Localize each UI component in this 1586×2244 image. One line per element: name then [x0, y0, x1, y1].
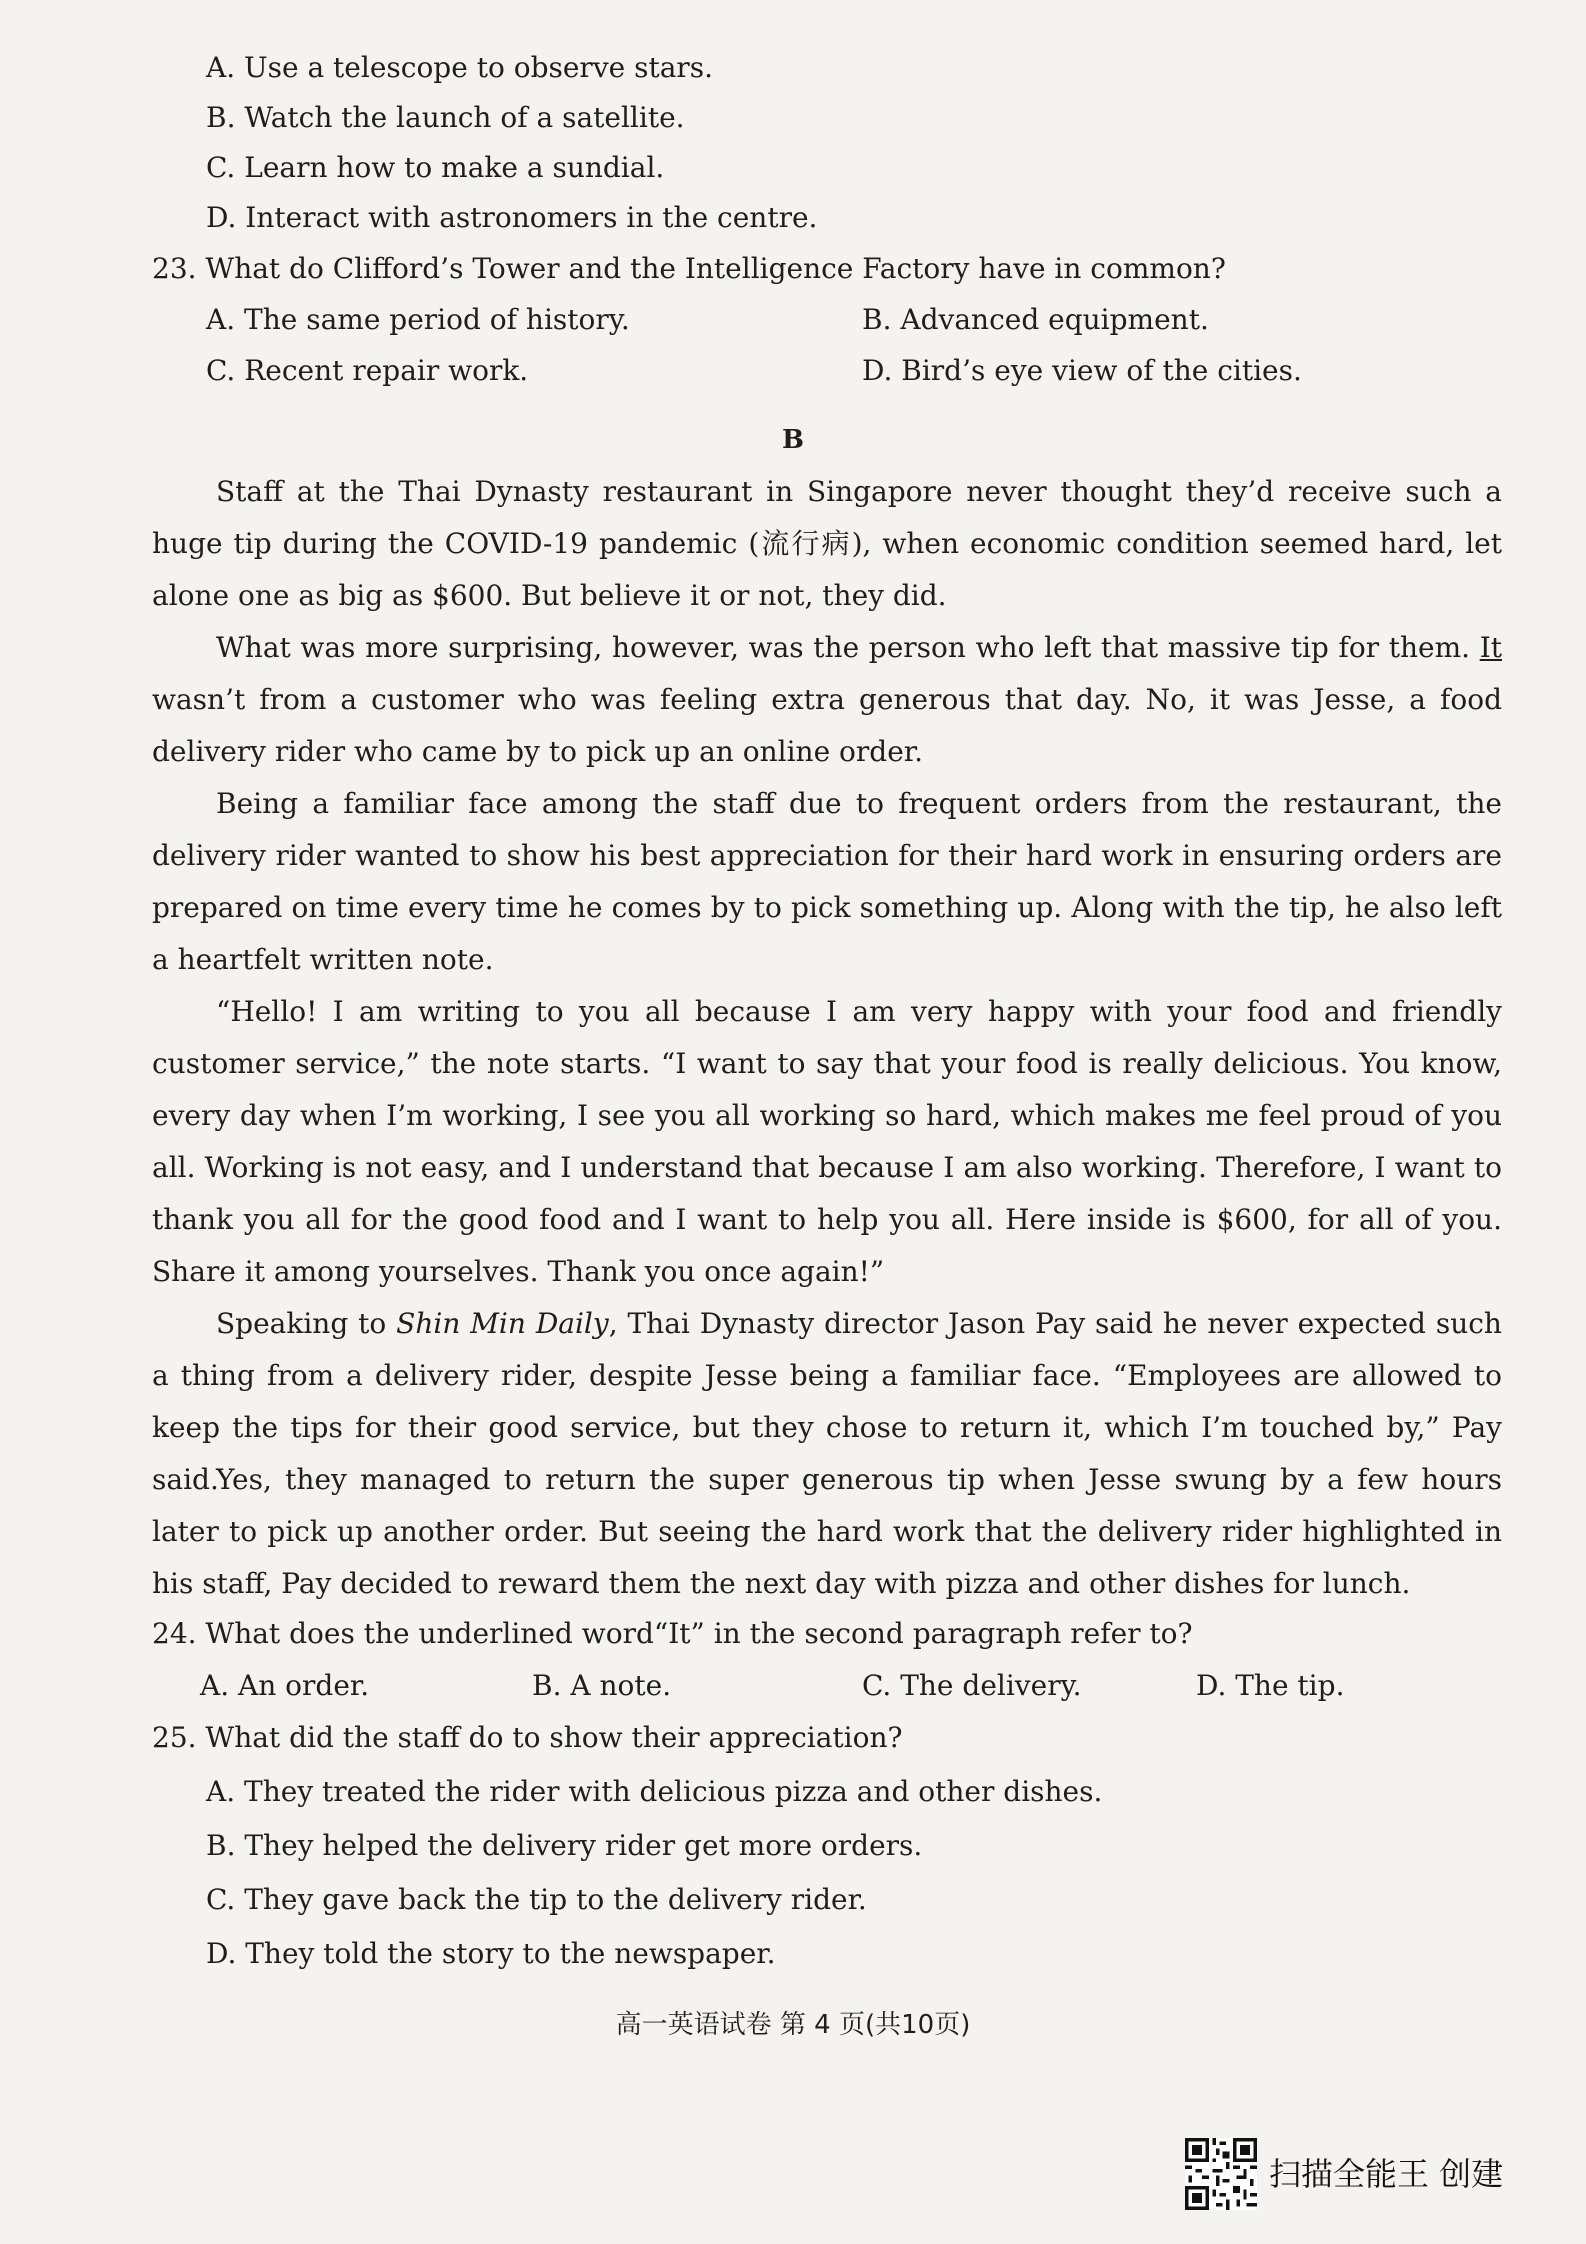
q25-option-d: D. They told the story to the newspaper.	[206, 1937, 776, 1970]
q24-option-b: B. A note.	[532, 1669, 672, 1702]
q24-stem: 24. What does the underlined word“It” in the second paragraph refer to?	[152, 1617, 1193, 1650]
scanner-stamp	[1185, 2138, 1503, 2210]
p5-text-before: Speaking to	[216, 1307, 397, 1340]
newspaper-name: Shin Min Daily	[396, 1307, 609, 1340]
q22-option-d: D. Interact with astronomers in the centre.	[206, 201, 818, 234]
page-footer: 高一英语试卷 第 4 页(共10页)	[615, 2010, 971, 2040]
q25-option-b: B. They helped the delivery rider get more orders.	[206, 1829, 923, 1862]
q22-option-c: C. Learn how to make a sundial.	[206, 151, 665, 184]
section-title-b: B	[782, 425, 804, 455]
q23-option-d: D. Bird’s eye view of the cities.	[862, 354, 1302, 387]
q22-option-a: A. Use a telescope to observe stars.	[206, 51, 714, 84]
q25-stem: 25. What did the staff do to show their appreciation?	[152, 1721, 903, 1754]
underlined-word-it: It	[1479, 631, 1502, 664]
passage-paragraph-2	[152, 622, 1502, 778]
q23-option-b: B. Advanced equipment.	[862, 303, 1209, 336]
q23-option-a: A. The same period of history.	[206, 303, 630, 336]
p2-text-before: What was more surprising, however, was the person who left that massive tip for them.	[216, 631, 1480, 664]
q25-option-a: A. They treated the rider with delicious pizza and other dishes.	[206, 1775, 1103, 1808]
q24-option-d: D. The tip.	[1196, 1669, 1345, 1702]
p2-text-after: wasn’t from a customer who was feeling extra generous that day. No, it was Jesse, a food delivery rider who came by to pick up an online order.	[152, 683, 1502, 768]
q23-stem: 23. What do Clifford’s Tower and the Intelligence Factory have in common?	[152, 252, 1226, 285]
qr-code-icon	[1185, 2138, 1257, 2210]
q24-option-a: A. An order.	[200, 1669, 370, 1702]
q24-option-c: C. The delivery.	[862, 1669, 1082, 1702]
scanner-stamp-text: 扫描全能王 创建	[1269, 2155, 1504, 2193]
passage-paragraph-6: Yes, they managed to return the super generous tip when Jesse swung by a few hours later to pick up another order. But seeing the hard work that the delivery rider highlighted in his staff, Pay decided to reward them the next day with pizza and other dishes for lunch.	[152, 1463, 1502, 1600]
q25-option-c: C. They gave back the tip to the delivery rider.	[206, 1883, 867, 1916]
passage-paragraph-4: “Hello! I am writing to you all because I am very happy with your food and friendly customer service,” the note starts. “I want to say that your food is really delicious. You know, every day when I’m working, I see you all working so hard, which makes me feel proud of you all. Working is not easy, and I understand that because I am also working. Therefore, I want to thank you all for the good food and I want to help you all. Here inside is $600, for all of you. Share it among yourselves. Thank you once again!”	[152, 995, 1502, 1288]
q22-option-b: B. Watch the launch of a satellite.	[206, 101, 685, 134]
p5-text-after: , Thai Dynasty director Jason Pay said he never expected such a thing from a delivery rider, despite Jesse being a familiar face. “Employees are allowed to keep the tips for their good service, but they chose to return it, which I’m touched by,” Pay said.	[152, 1307, 1502, 1496]
passage-paragraph-1: Staff at the Thai Dynasty restaurant in Singapore never thought they’d receive such a huge tip during the COVID-19 pandemic (流行病), when economic condition seemed hard, let alone one as big as $600. But believe it or not, they did.	[152, 475, 1502, 612]
passage-paragraph-3: Being a familiar face among the staff due to frequent orders from the restaurant, the delivery rider wanted to show his best appreciation for their hard work in ensuring orders are prepared on time every time he comes by to pick something up. Along with the tip, he also left a heartfelt written note.	[152, 787, 1502, 976]
q23-option-c: C. Recent repair work.	[206, 354, 529, 387]
